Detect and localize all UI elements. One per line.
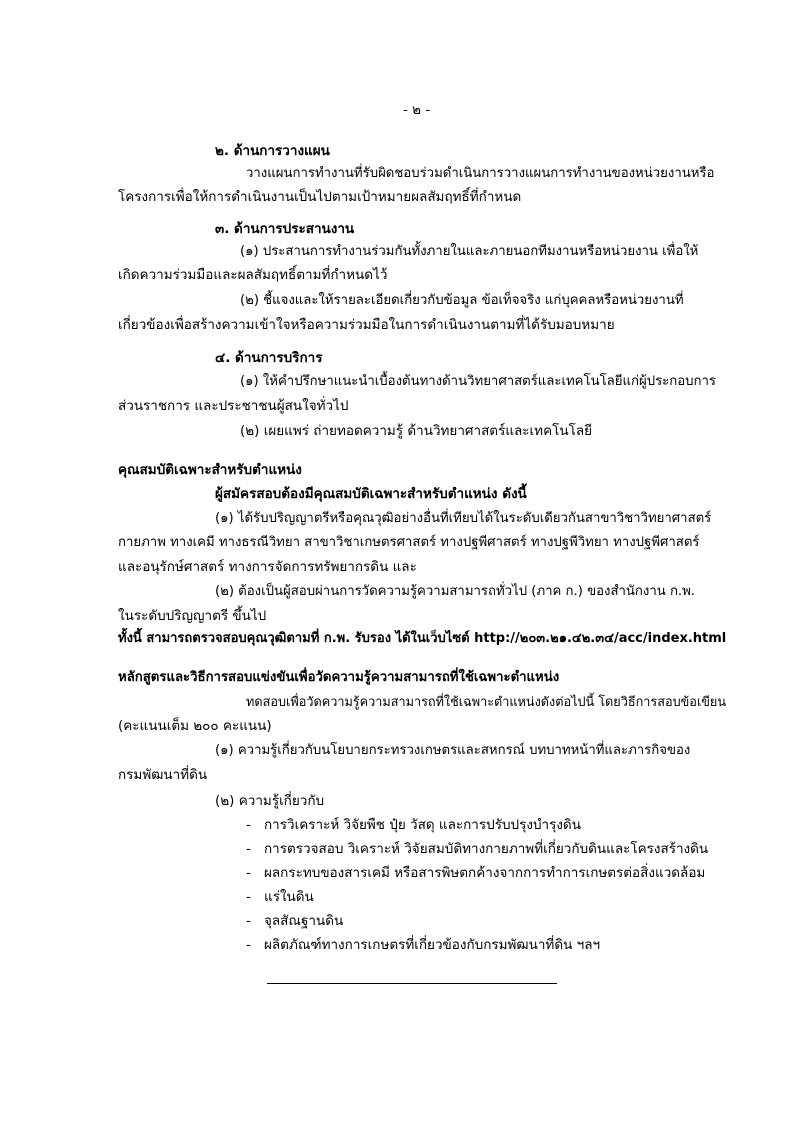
bullet-text: ผลิตภัณฑ์ทางการเกษตรที่เกี่ยวข้องกับกรมพัฒนาที่ดิน ฯลฯ [264,937,601,953]
bullet-dash: - [246,937,251,953]
page-number: - ๒ - [403,102,431,118]
bullet-text: การวิเคราะห์ วิจัยพืช ปุ๋ย วัสดุ และการปรับปรุงบำรุงดิน [264,817,581,833]
section-3-item-2-line-2: เกี่ยวข้องเพื่อสร้างความเข้าใจหรือความร่วมมือในการดำเนินงานตามที่ได้รับมอบหมาย [118,317,615,333]
exam-intro-line-2: (คะแนนเต็ม ๒๐๐ คะแนน) [118,718,272,734]
bullet-text: ผลกระทบของสารเคมี หรือสารพิษตกค้างจากการทำการเกษตรต่อสิ่งแวดล้อม [264,865,706,881]
exam-item-1-line-1: (๑) ความรู้เกี่ยวกับนโยบายกระทรวงเกษตรและสหกรณ์ บทบาทหน้าที่และภารกิจของ [215,743,691,758]
qualification-item-2-line-1: (๒) ต้องเป็นผู้สอบผ่านการวัดความรู้ความสามารถทั่วไป (ภาค ก.) ของสำนักงาน ก.พ. [215,584,696,599]
bullet-dash: - [246,817,251,833]
section-3-item-1-line-1: (๑) ประสานการทำงานร่วมกันทั้งภายในและภายนอกทีมงานหรือหน่วยงาน เพื่อให้ [240,244,699,259]
end-rule [267,983,557,984]
bullet-dash: - [246,841,251,857]
exam-heading: หลักสูตรและวิธีการสอบแข่งขันเพื่อวัดความรู้ความสามารถที่ใช้เฉพาะตำแหน่ง [118,670,560,685]
bullet-text: จุลสัณฐานดิน [264,913,344,929]
bullet-text: การตรวจสอบ วิเคราะห์ วิจัยสมบัติทางกายภาพที่เกี่ยวกับดินและโครงสร้างดิน [264,841,709,857]
exam-item-2-label: (๒) ความรู้เกี่ยวกับ [215,793,325,809]
qualification-heading: คุณสมบัติเฉพาะสำหรับตำแหน่ง [118,462,302,478]
exam-item-1-line-2: กรมพัฒนาที่ดิน [118,767,208,783]
section-2-heading: ๒. ด้านการวางแผน [215,143,330,159]
section-2-line-1: วางแผนการทำงานที่รับผิดชอบร่วมดำเนินการวางแผนการทำงานของหน่วยงานหรือ [246,166,715,181]
section-3-heading: ๓. ด้านการประสานงาน [215,221,355,237]
section-4-item-1-line-1: (๑) ให้คำปรึกษาแนะนำเบื้องต้นทางด้านวิทยาศาสตร์และเทคโนโลยีแก่ผู้ประกอบการ [240,374,716,389]
section-4-item-2-line-1: (๒) เผยแพร่ ถ่ายทอดความรู้ ด้านวิทยาศาสตร์และเทคโนโลยี [240,423,593,439]
qualification-note: ทั้งนี้ สามารถตรวจสอบคุณวุฒิตามที่ ก.พ. รับรอง ได้ในเว็บไซต์ http://๒๐๓.๒๑.๔๒.๓๔/acc/index.html [118,631,727,646]
bullet-dash: - [246,889,251,905]
bullet-dash: - [246,865,251,881]
section-4-heading: ๔. ด้านการบริการ [215,350,323,366]
section-3-item-1-line-2: เกิดความร่วมมือและผลสัมฤทธิ์ตามที่กำหนดไว้ [118,267,388,283]
qualification-item-1-line-3: และอนุรักษ์ศาสตร์ ทางการจัดการทรัพยากรดิน และ [118,559,417,575]
section-2-line-2: โครงการเพื่อให้การดำเนินงานเป็นไปตามเป้าหมายผลสัมฤทธิ์ที่กำหนด [118,189,522,205]
qualification-subheading: ผู้สมัครสอบต้องมีคุณสมบัติเฉพาะสำหรับตำแหน่ง ดังนี้ [215,486,527,502]
qualification-item-2-line-2: ในระดับปริญญาตรี ขึ้นไป [118,608,267,624]
section-3-item-2-line-1: (๒) ชี้แจงและให้รายละเอียดเกี่ยวกับข้อมูล ข้อเท็จจริง แก่บุคคลหรือหน่วยงานที่ [240,293,684,308]
qualification-item-1-line-2: กายภาพ ทางเคมี ทางธรณีวิทยา สาขาวิชาเกษตรศาสตร์ ทางปฐพีศาสตร์ ทางปฐพีวิทยา ทางปฐพีศาสตร์ [118,535,700,550]
exam-intro-line-1: ทดสอบเพื่อวัดความรู้ความสามารถที่ใช้เฉพาะตำแหน่งดังต่อไปนี้ โดยวิธีการสอบข้อเขียน [246,694,727,709]
qualification-item-1-line-1: (๑) ได้รับปริญญาตรีหรือคุณวุฒิอย่างอื่นที่เทียบได้ในระดับเดียวกันสาขาวิชาวิทยาศาสตร์ [215,511,712,526]
bullet-dash: - [246,913,251,929]
section-4-item-1-line-2: ส่วนราชการ และประชาชนผู้สนใจทั่วไป [118,398,349,414]
bullet-text: แร่ในดิน [264,889,314,905]
